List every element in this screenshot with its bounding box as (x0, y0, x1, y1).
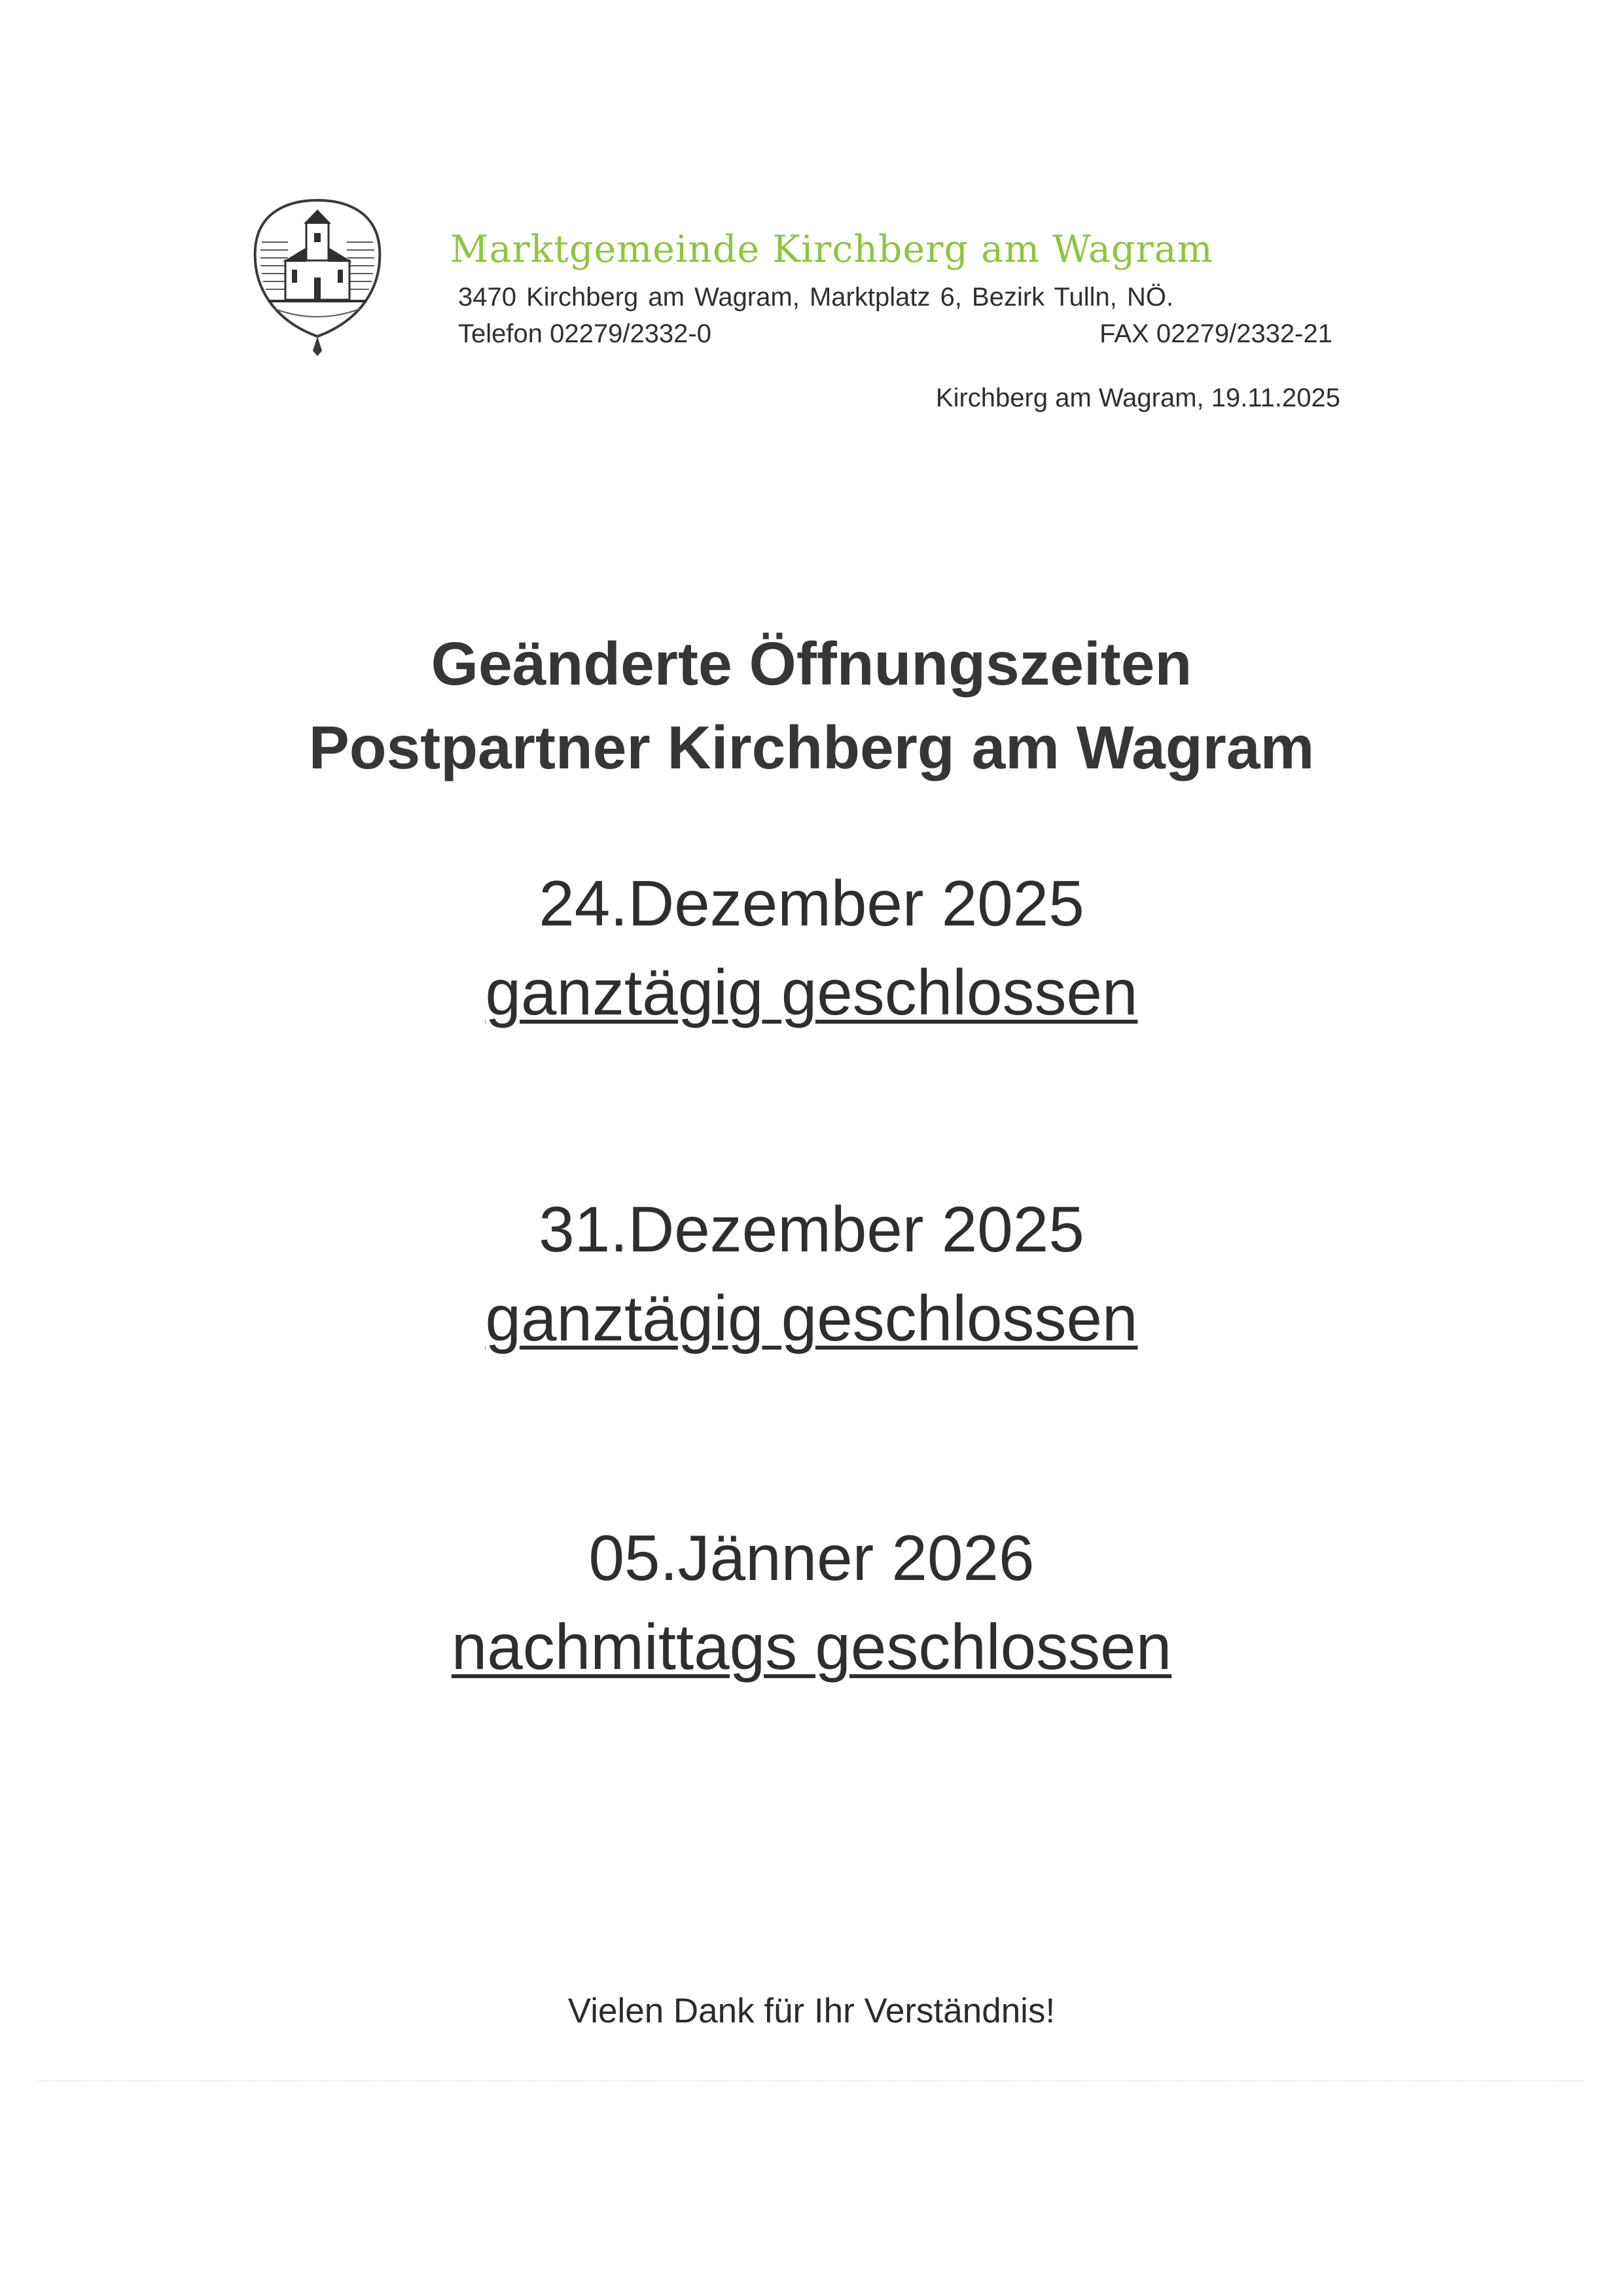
closure-date: 05.Jänner 2026 (588, 1522, 1035, 1594)
title-line-1: Geänderte Öffnungszeiten (431, 630, 1192, 698)
closure-date: 31.Dezember 2025 (539, 1193, 1084, 1265)
closure-status: ganztägig geschlossen (485, 1282, 1138, 1354)
closure-date: 24.Dezember 2025 (539, 867, 1084, 939)
closure-notice (0, 1185, 1623, 1363)
letterhead (249, 196, 1361, 380)
letter-date: Kirchberg am Wagram, 19.11.2025 (935, 384, 1340, 412)
closure-status: nachmittags geschlossen (451, 1611, 1172, 1683)
phone-number: Telefon 02279/2332-0 (458, 319, 711, 348)
closure-notice (0, 1513, 1623, 1691)
closure-notice (0, 859, 1623, 1037)
notice-title (0, 622, 1623, 789)
municipal-crest-church-tower-icon (249, 196, 386, 360)
organization-name: Marktgemeinde Kirchberg am Wagram (450, 228, 1213, 271)
closing-message: Vielen Dank für Ihr Verständnis! (567, 1992, 1056, 2030)
closure-status: ganztägig geschlossen (485, 956, 1138, 1028)
title-line-2: Postpartner Kirchberg am Wagram (308, 713, 1315, 781)
scan-artifact-divider (39, 2080, 1584, 2081)
organization-address: 3470 Kirchberg am Wagram, Marktplatz 6, Bezirk Tulln, NÖ. (458, 283, 1174, 312)
fax-number: FAX 02279/2332-21 (1099, 319, 1332, 348)
